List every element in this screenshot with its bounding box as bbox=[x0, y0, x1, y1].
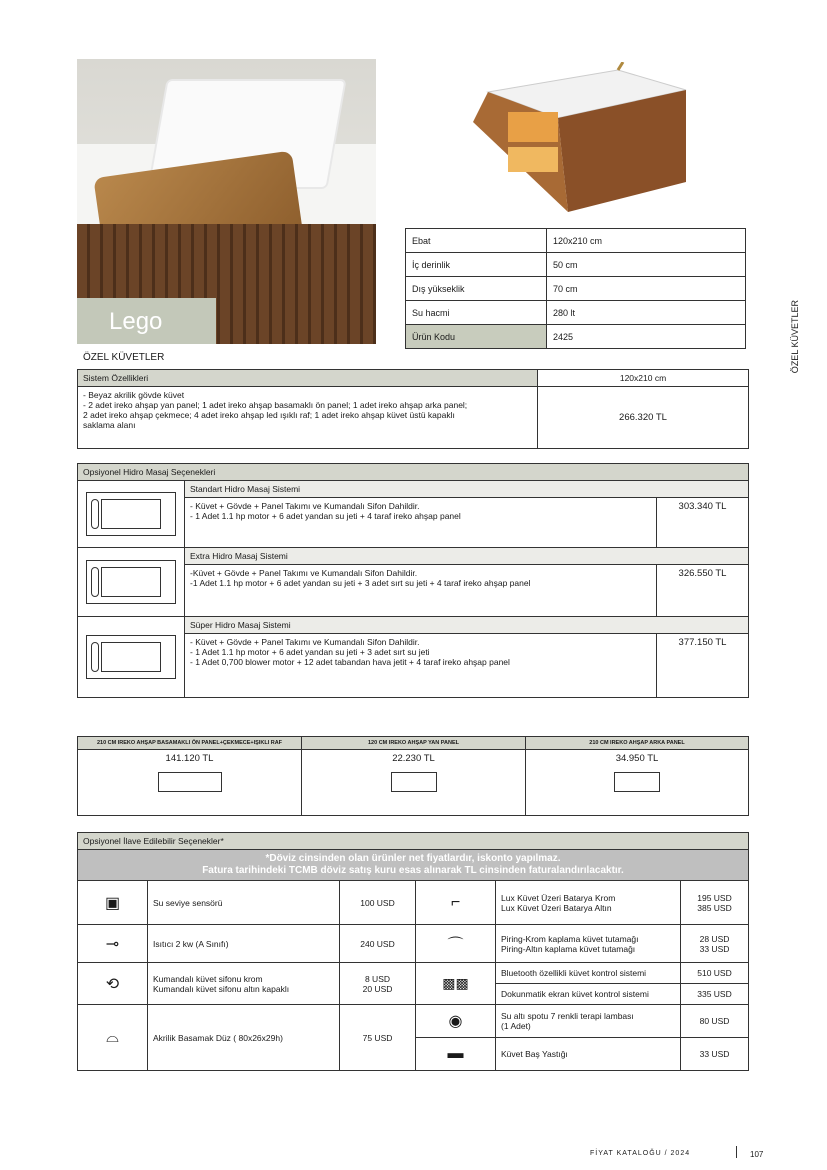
side-panel-icon bbox=[391, 772, 437, 792]
system-price: 266.320 TL bbox=[538, 387, 749, 449]
hydro-super-diagram bbox=[78, 617, 185, 698]
product-photo-side bbox=[468, 62, 690, 220]
faucet-icon: ⌐ bbox=[416, 881, 496, 925]
panels-table: 210 CM IREKO AHŞAP BASAMAKLI ÖN PANEL+ÇEKMECE+IŞIKLI RAF 120 CM IREKO AHŞAP YAN PANEL 210 CM IREKO AHŞAP ARKA PANEL 141.120 TL 22.230 TL 34.950 TL bbox=[77, 736, 749, 816]
sensor-icon: ▣ bbox=[78, 881, 148, 925]
spotlight-icon: ◉ bbox=[416, 1005, 496, 1038]
footer-divider bbox=[736, 1146, 737, 1158]
siphon-icon: ⟲ bbox=[78, 963, 148, 1005]
hydro-standard-diagram bbox=[78, 481, 185, 548]
product-name: Lego bbox=[77, 298, 216, 344]
control-panel-icon: ▩▩ bbox=[416, 963, 496, 1005]
side-label: ÖZEL KÜVETLER bbox=[790, 300, 800, 374]
system-table: Sistem Özellikleri 120x210 cm - Beyaz akrilik gövde küvet - 2 adet ireko ahşap yan panel; 1 adet ireko ahşap basamaklı ön panel; 1 adet ireko ahşap arka panel; 2 adet ireko ahşap çekmece; 4 adet ireko ahşap led ışıklı raf; 1 adet ireko ahşap küvet üstü kapaklı saklama alanı 266.320 TL bbox=[77, 369, 749, 449]
back-panel-icon bbox=[614, 772, 660, 792]
pillow-icon: ▬ bbox=[416, 1038, 496, 1071]
handle-icon: ⌒ bbox=[416, 925, 496, 963]
hydro-table: Opsiyonel Hidro Masaj Seçenekleri Standart Hidro Masaj Sistemi - Küvet + Gövde + Panel Takımı ve Kumandalı Sifon Dahildir. - 1 Adet 1.1 hp motor + 6 adet yandan su jeti + 4 taraf ireko ahşap panel 303.340 TL Extra Hidro Masaj Sistemi -Küvet + Gövde + Panel Takımı ve Kumandalı Sifon Dahildir. -1 Adet 1.1 hp motor + 6 adet yandan su jeti + 3 adet sırt su jeti + 4 taraf ireko ahşap panel 326.550 TL Süper Hidro Masaj Sistemi - Küvet + Gövde + Panel Takımı ve Kumandalı Sifon Dahildir. - 1 Adet 1.1 hp motor + 6 adet yandan su jeti + 3 adet sırt su jeti - 1 Adet 0,700 blower motor + 12 adet tabandan hava jetit + 4 taraf ireko ahşap panel 377.150 TL bbox=[77, 463, 749, 698]
system-description: - Beyaz akrilik gövde küvet - 2 adet ireko ahşap yan panel; 1 adet ireko ahşap basamaklı ön panel; 1 adet ireko ahşap arka panel; 2 adet ireko ahşap çekmece; 4 adet ireko ahşap led ışıklı raf; 1 adet ireko ahşap küvet üstü kapaklı saklama alanı bbox=[78, 387, 538, 449]
heater-icon: ⊸ bbox=[78, 925, 148, 963]
spec-table: Ebat 120x210 cm İç derinlik 50 cm Dış yükseklik 70 cm Su hacmi 280 lt Ürün Kodu 2425 bbox=[405, 228, 746, 349]
section-title: ÖZEL KÜVETLER bbox=[83, 352, 165, 363]
page-number: 107 bbox=[750, 1150, 764, 1159]
hydro-extra-diagram bbox=[78, 548, 185, 617]
footer-catalog: FİYAT KATALOĞU / 2024 bbox=[590, 1150, 691, 1157]
step-icon: ⌓ bbox=[78, 1005, 148, 1071]
front-panel-icon bbox=[158, 772, 222, 792]
extras-table: Opsiyonel İlave Edilebilir Seçenekler* *Döviz cinsinden olan ürünler net fiyatlardır, iskonto yapılmaz. Fatura tarihindeki TCMB döviz satış kuru esas alınarak TL cinsinden faturalandırılacaktır. ▣ Su seviye sensörü 100 USD ⌐ Lux Küvet Üzeri Batarya Krom Lux Küvet Üzeri Batarya Altın 195 USD 385 USD ⊸ Isıtıcı 2 kw (A Sınıfı) 240 USD ⌒ Piring-Krom kaplama küvet tutamağı Piring-Altın kaplama küvet tutamağı 28 USD 33 USD ⟲ Kumandalı küvet sifonu krom Kumandalı küvet sifonu altın kapaklı 8 USD 20 USD ▩▩ Bluetooth özellikli küvet kontrol sistemi 510 USD Dokunmatik ekran küvet kontrol sistemi 335 USD ⌓ Akrilik Basamak Düz ( 80x26x29h) 75 USD ◉ Su altı spotu 7 renkli terapi lambası (1 Adet) 80 USD ▬ Küvet Baş Yastığı 33 USD bbox=[77, 832, 749, 1071]
